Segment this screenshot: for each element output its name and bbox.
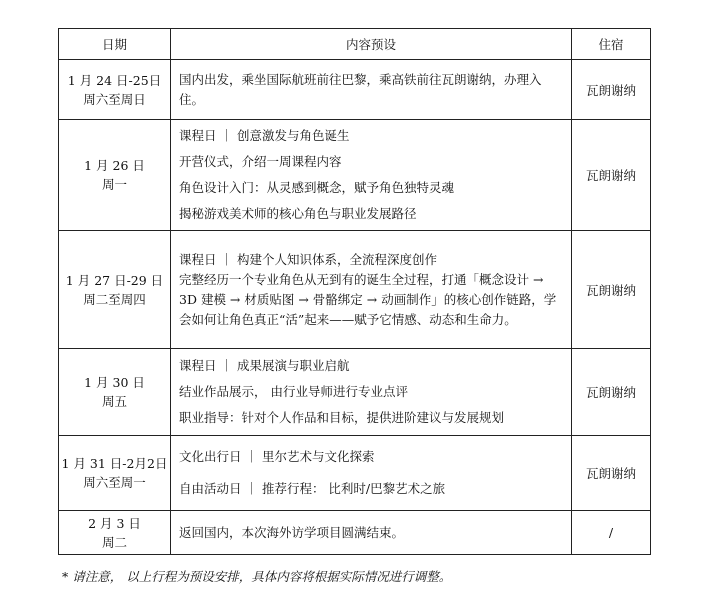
date-cell [59,231,171,349]
content-line: 课程日 ｜ 成果展演与职业启航 [179,358,350,373]
table-row [59,436,651,511]
date-cell [59,60,171,120]
content-line: 自由活动日 ｜ 推荐行程： 比利时/巴黎艺术之旅 [179,481,446,496]
date-text: 1 月 26 日 [84,158,145,173]
table-row [59,349,651,436]
date-cell [59,120,171,231]
lodging-cell: 瓦朗谢纳 [572,60,651,120]
content-cell [171,511,572,555]
table-row [59,60,651,120]
date-text: 2 月 3 日 [88,515,141,531]
header-date: 日期 [59,29,171,60]
weekday-text: 周五 [101,394,127,409]
lodging-cell: 瓦朗谢纳 [572,436,651,511]
content-line: 职业指导：针对个人作品和目标，提供进阶建议与发展规划 [179,410,505,425]
weekday-text: 周六至周一 [83,475,146,490]
content-cell [171,120,572,231]
content-cell [171,349,572,436]
table-row [59,231,651,349]
weekday-text: 周一 [101,177,127,192]
content-line: 完整经历一个专业角色从无到有的诞生全过程，打通「概念设计 → 3D 建模 → 材质贴图 → 骨骼绑定 → 动画制作」的核心创作链路，学会如何让角色真正“活”起来——赋予它情感、动态和生命力。 [179,271,557,327]
lodging-cell: 瓦朗谢纳 [572,120,651,231]
itinerary-table [58,28,651,555]
header-row [59,29,651,60]
content-line: 结业作品展示， 由行业导师进行专业点评 [179,384,408,399]
content-line: 课程日 ｜ 创意激发与角色诞生 [179,128,350,143]
weekday-text: 周六至周日 [83,91,146,107]
content-line: 开营仪式，介绍一周课程内容 [179,154,342,169]
lodging-cell: 瓦朗谢纳 [572,349,651,436]
lodging-cell: 瓦朗谢纳 [572,231,651,349]
table-row [59,511,651,555]
content-line: 文化出行日 ｜ 里尔艺术与文化探索 [179,449,375,464]
content-line: 国内出发，乘坐国际航班前往巴黎，乘高铁前往瓦朗谢纳，办理入住。 [179,71,542,107]
date-cell [59,511,171,555]
header-lodging: 住宿 [572,29,651,60]
weekday-text: 周二 [101,534,127,550]
content-line: 揭秘游戏美术师的核心角色与职业发展路径 [179,206,417,221]
content-cell [171,60,572,120]
date-text: 1 月 30 日 [84,375,145,390]
content-cell [171,231,572,349]
footnote: * 请注意， 以上行程为预设安排，具体内容将根据实际情况进行调整。 [62,569,452,584]
date-text: 1 月 24 日-25日 [67,72,162,88]
date-text: 1 月 27 日-29 日 [65,272,164,288]
lodging-cell: / [572,511,651,555]
date-cell [59,349,171,436]
date-text: 1 月 31 日-2月2日 [61,456,168,471]
header-content: 内容预设 [171,29,572,60]
content-line: 返回国内，本次海外访学项目圆满结束。 [179,524,405,540]
content-line: 课程日 ｜ 构建个人知识体系，全流程深度创作 [179,251,437,267]
weekday-text: 周二至周四 [83,291,146,307]
table-row [59,120,651,231]
content-line: 角色设计入门：从灵感到概念，赋予角色独特灵魂 [179,180,455,195]
content-cell [171,436,572,511]
date-cell [59,436,171,511]
